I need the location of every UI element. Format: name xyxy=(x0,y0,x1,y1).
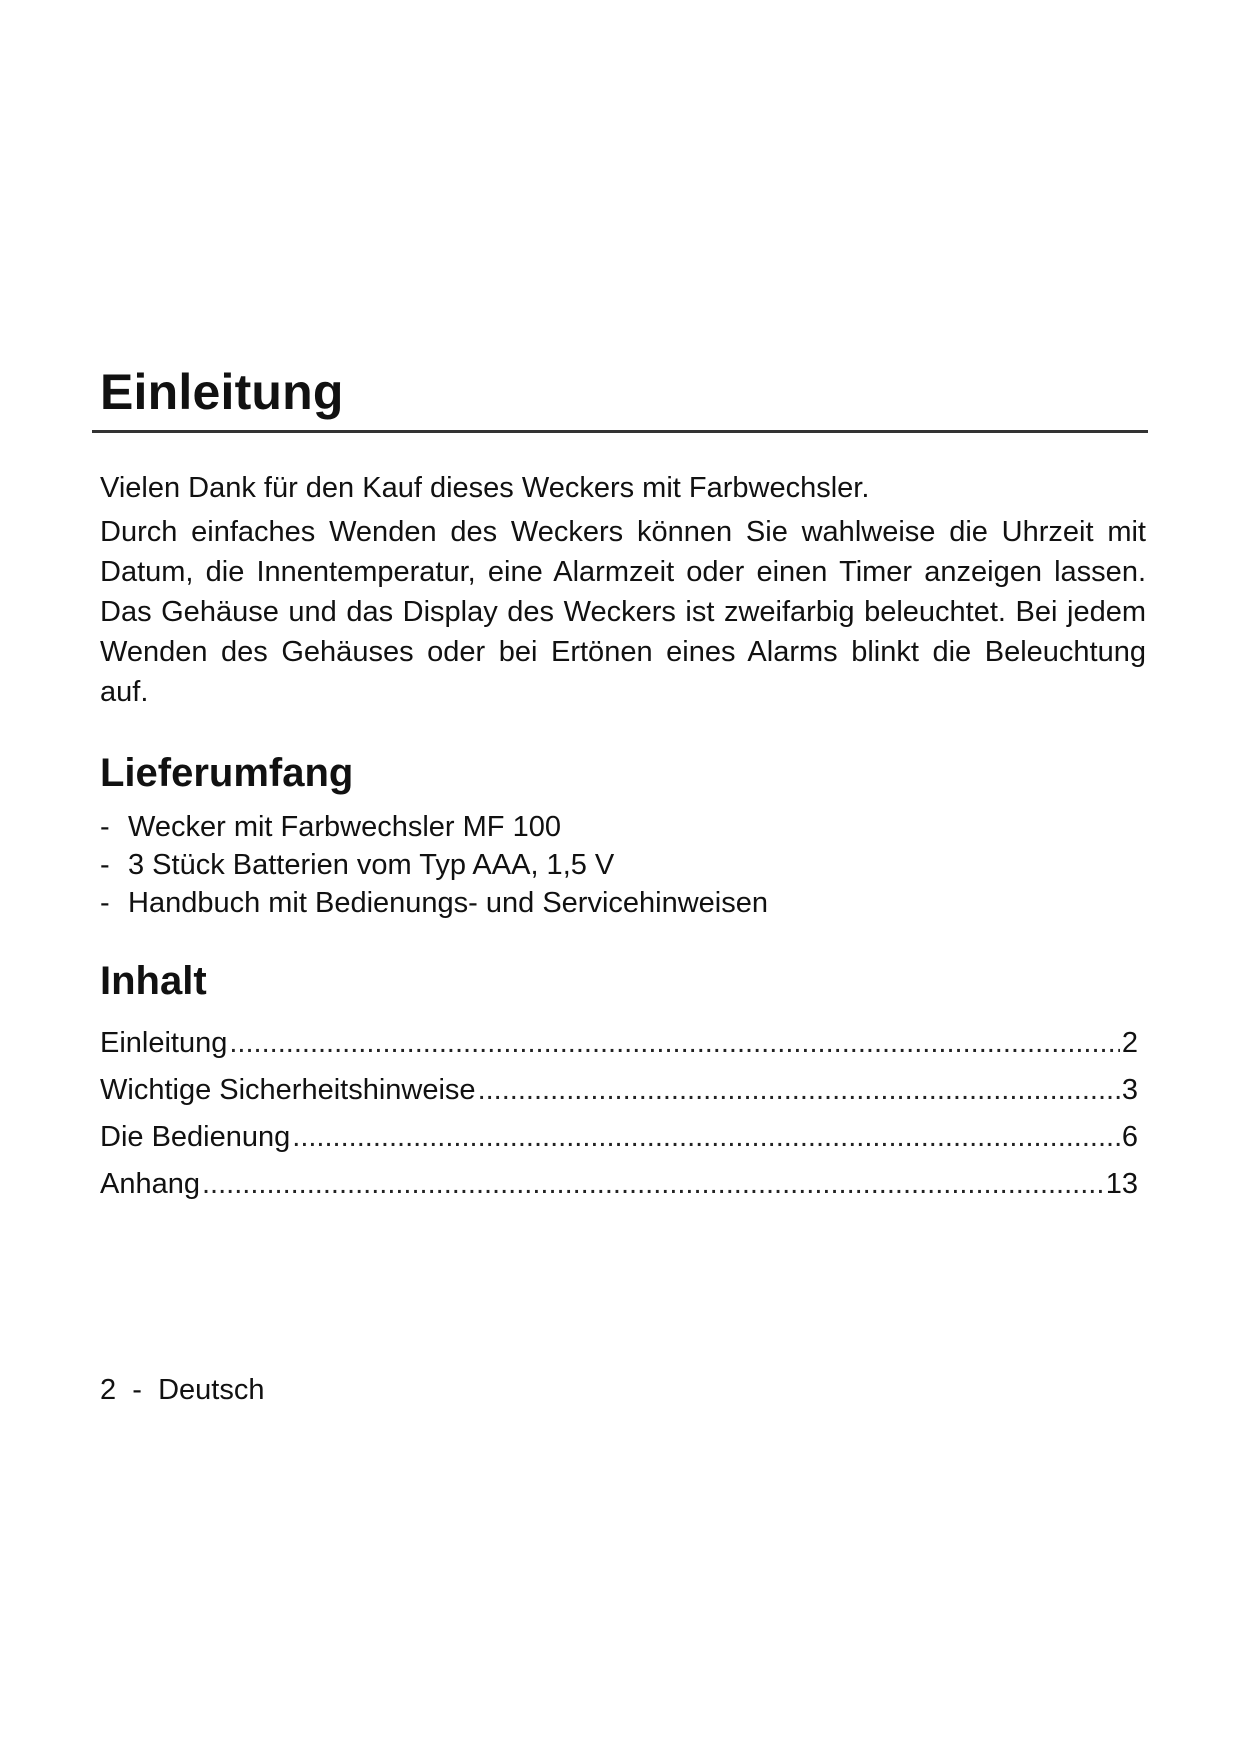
toc-entry-label: Wichtige Sicherheitshinweise xyxy=(100,1074,476,1106)
toc-leader-dots xyxy=(229,1020,1119,1067)
list-item-text: Wecker mit Farbwechsler MF 100 xyxy=(128,811,561,843)
list-item xyxy=(100,846,768,884)
toc-entry[interactable] xyxy=(100,1067,1138,1114)
list-item xyxy=(100,808,768,846)
toc-entry-label: Einleitung xyxy=(100,1027,228,1059)
footer-language: Deutsch xyxy=(158,1374,265,1406)
toc-leader-dots xyxy=(202,1161,1104,1208)
page-title: Einleitung xyxy=(100,364,344,420)
toc-entry-page: 13 xyxy=(1105,1168,1138,1200)
delivery-heading: Lieferumfang xyxy=(100,751,354,795)
toc-entry-page: 3 xyxy=(1121,1074,1138,1106)
intro-section xyxy=(100,468,1146,712)
toc-entry-page: 2 xyxy=(1121,1027,1138,1059)
list-bullet: - xyxy=(100,849,110,881)
list-bullet: - xyxy=(100,811,110,843)
list-item-text: Handbuch mit Bedienungs- und Servicehinweisen xyxy=(128,887,768,919)
page-footer xyxy=(100,1370,264,1410)
toc-entry-page: 6 xyxy=(1121,1121,1138,1153)
list-item xyxy=(100,884,768,922)
list-item-text: 3 Stück Batterien vom Typ AAA, 1,5 V xyxy=(128,849,615,881)
intro-paragraph-1: Vielen Dank für den Kauf dieses Weckers mit Farbwechsler. xyxy=(100,472,870,504)
table-of-contents xyxy=(100,1020,1138,1208)
document-page xyxy=(100,360,1148,1200)
footer-page-number: 2 xyxy=(100,1374,117,1406)
toc-entry[interactable] xyxy=(100,1114,1138,1161)
delivery-list xyxy=(100,808,768,922)
toc-leader-dots xyxy=(292,1114,1120,1161)
contents-heading: Inhalt xyxy=(100,959,207,1003)
toc-entry-label: Die Bedienung xyxy=(100,1121,291,1153)
list-bullet: - xyxy=(100,887,110,919)
toc-entry[interactable] xyxy=(100,1161,1138,1208)
toc-entry[interactable] xyxy=(100,1020,1138,1067)
toc-leader-dots xyxy=(478,1067,1120,1114)
toc-entry-label: Anhang xyxy=(100,1168,200,1200)
title-divider xyxy=(92,430,1148,433)
footer-separator: - xyxy=(132,1374,142,1406)
intro-paragraph-2: Durch einfaches Wenden des Weckers können Sie wahlweise die Uhrzeit mit Datum, die Innentemperatur, eine Alarmzeit oder einen Timer anzeigen lassen. Das Gehäuse und das Display des Weckers ist zweifarbig beleuchtet. Bei jedem Wenden des Gehäuses oder bei Ertönen eines Alarms blinkt die Beleuchtung auf. xyxy=(100,516,1146,708)
